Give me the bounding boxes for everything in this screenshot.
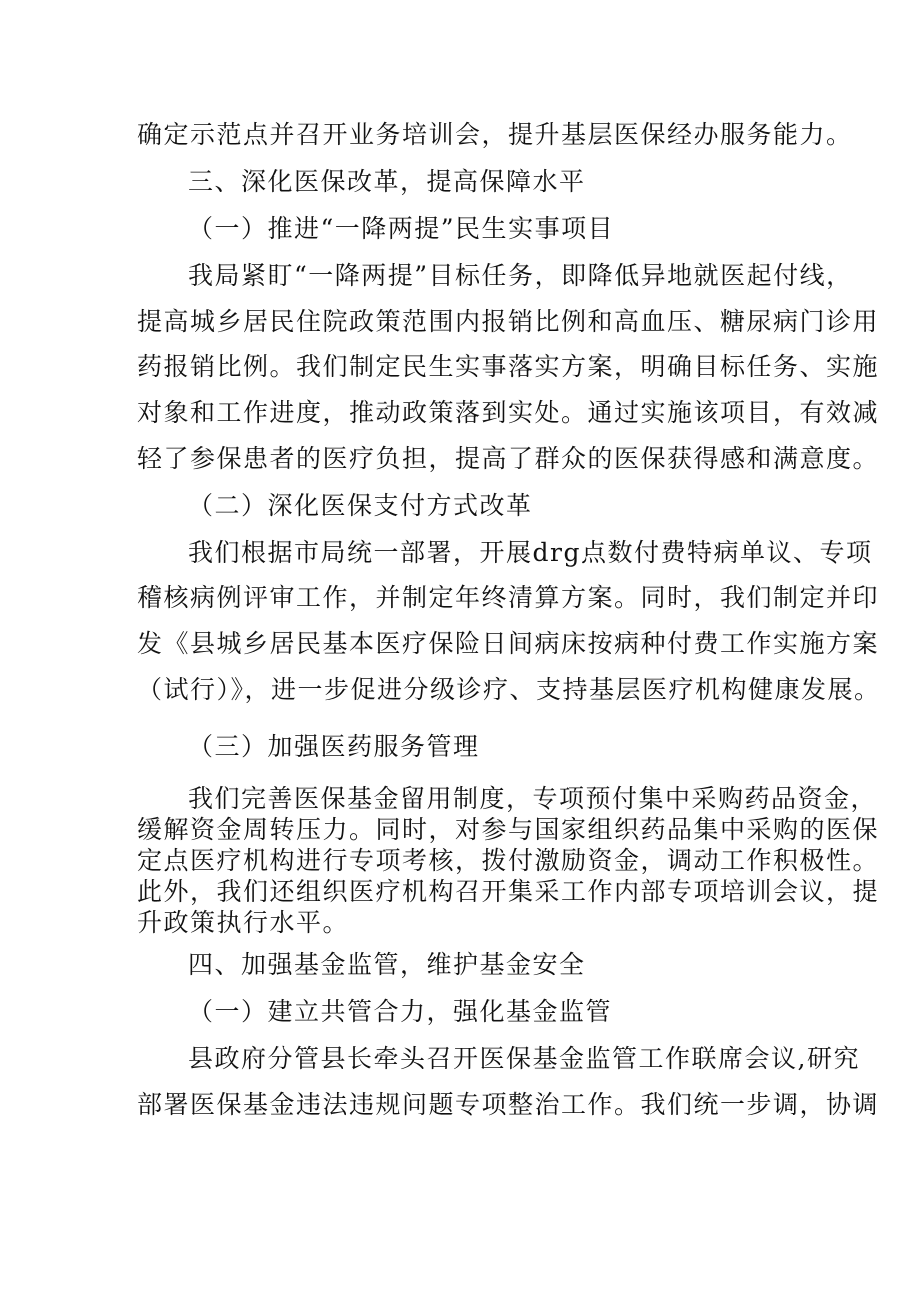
paragraph-line: 县政府分管县长牵头召开医保基金监管工作联席会议,研究 [188, 1044, 860, 1073]
paragraph-line: 轻了参保患者的医疗负担，提高了群众的医保获得感和满意度。 [137, 444, 880, 473]
paragraph-line: 此外，我们还组织医疗机构召开集采工作内部专项培训会议，提 [137, 877, 880, 906]
paragraph-line: 确定示范点并召开业务培训会，提升基层医保经办服务能力。 [137, 120, 853, 149]
paragraph-line: 定点医疗机构进行专项考核，拨付激励资金，调动工作积极性。 [137, 846, 880, 875]
paragraph-line: 缓解资金周转压力。同时，对参与国家组织药品集中采购的医保 [137, 815, 880, 844]
paragraph-line: 提高城乡居民住院政策范围内报销比例和高血压、糖尿病门诊用 [137, 307, 880, 336]
subsection-heading: （三）加强医药服务管理 [188, 732, 480, 761]
paragraph-line: 我们根据市局统一部署，开展drg点数付费特病单议、专项 [188, 538, 873, 567]
paragraph-line: 对象和工作进度，推动政策落到实处。通过实施该项目，有效减 [137, 398, 880, 427]
paragraph-line: 升政策执行水平。 [137, 908, 350, 937]
section-heading: 三、深化医保改革，提高保障水平 [188, 167, 586, 196]
paragraph-line: 药报销比例。我们制定民生实事落实方案，明确目标任务、实施 [137, 352, 880, 381]
subsection-heading: （一）建立共管合力，强化基金监管 [188, 997, 613, 1026]
paragraph-line: 我局紧盯“一降两提”目标任务，即降低异地就医起付线， [188, 261, 853, 290]
section-heading: 四、加强基金监管，维护基金安全 [188, 950, 586, 979]
subsection-heading: （一）推进“一降两提”民生实事项目 [188, 214, 615, 243]
subsection-heading: （二）深化医保支付方式改革 [188, 491, 533, 520]
paragraph-line: 我们完善医保基金留用制度，专项预付集中采购药品资金， [188, 784, 878, 813]
paragraph-line: 稽核病例评审工作，并制定年终清算方案。同时，我们制定并印 [137, 583, 880, 612]
paragraph-line: 发《县城乡居民基本医疗保险日间病床按病种付费工作实施方案 [137, 629, 880, 658]
paragraph-line: 部署医保基金违法违规问题专项整治工作。我们统一步调，协调 [137, 1090, 880, 1119]
paragraph-line: （试行）》，进一步促进分级诊疗、支持基层医疗机构健康发展。 [137, 675, 881, 704]
